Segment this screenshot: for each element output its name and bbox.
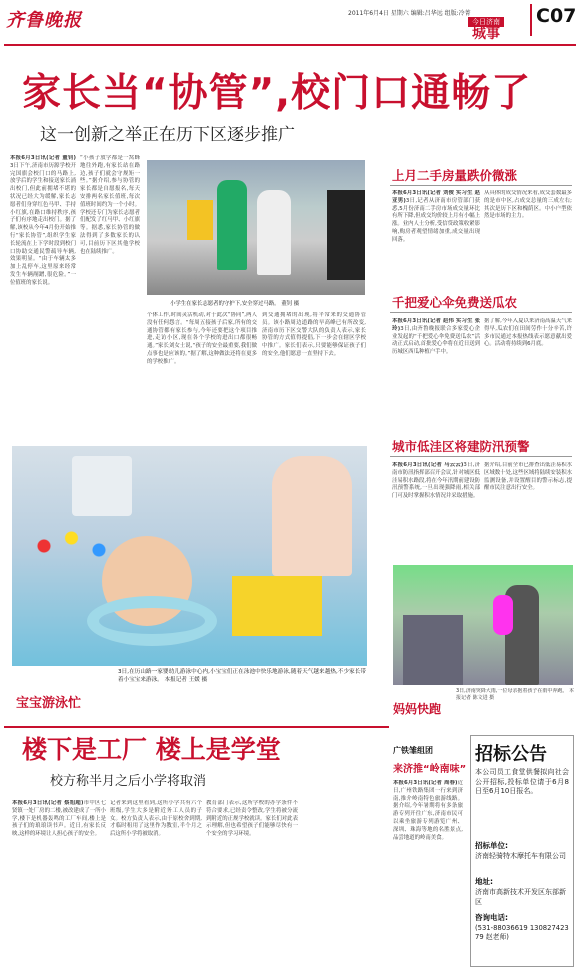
baby-caption: 宝宝游泳忙 bbox=[16, 696, 82, 711]
school-byline: 本报6月3日讯(记者 蔡旭超) bbox=[12, 800, 84, 806]
date-line: 2011年6月4日 星期六 编辑:吕华远 组版:冷菁 bbox=[348, 10, 471, 17]
lead-column-4: 到交通拥堵的出现,将平常来的交通协管员。该小路周边道路的早高峰已有所改变,济南市历下区交警大队的负责人表示,家长协管的方式值得提倡,下一步会在辖区学校中推广。家长们表示,只要能够保证孩子们的安全,他们愿意一直坚持下去。 bbox=[262, 312, 366, 357]
school-column-1 bbox=[12, 800, 106, 965]
school-column-2: 记者来到这里看到,这所小学共有六个班级,学生大多是附近务工人员的子女。校方负责人表示,由于原校舍到期,才临时租用了这里作为教室,半个月之后这所小学将被取消。 bbox=[110, 800, 202, 838]
recruit-body: 本公司员工食堂供餐拟向社会公开招标,投标单位请于6月8日至6月10日报名。 bbox=[475, 768, 569, 795]
lead-photo-caption: 小学生在家长志愿者的守护下,安全穿过马路。 董钊 摄 bbox=[170, 301, 300, 307]
school-col1-text: 市中区七贤镇一处厂房的二楼,被改建成了一所小学,楼下是机器轰鸣的工厂车间,楼上是孩子们的琅琅读书声。近日,有家长反映,这样的环境让人担心孩子的安全。 bbox=[12, 800, 106, 838]
housing-byline: 本报6月3日讯(记者 刘俊 实习生 赵亚男) bbox=[392, 190, 480, 204]
paper-name: 齐鲁晚报 bbox=[6, 10, 82, 31]
lead-subhead: 这一创新之举正在历下区逐步推广 bbox=[40, 125, 295, 145]
recruit-box bbox=[470, 735, 574, 967]
pool-balls bbox=[22, 526, 132, 566]
housing-col1-text: 3日,记者从济南市房管部门获悉,5月份济南二手房市场成交量环比有所下降,但成交均价较上月有小幅上涨。业内人士分析,受信贷政策收紧影响,购房者观望情绪加重,成交量出现回落。 bbox=[392, 197, 480, 243]
housing-column-1 bbox=[392, 190, 480, 280]
flood-column-1 bbox=[392, 462, 480, 562]
crowd-bg bbox=[403, 615, 463, 685]
donate-column-2: 据了解,今年入夏以来济南高温天气来得早,瓜农们在田间劳作十分辛苦,许多市民通过本报热线表示愿意献出爱心。活动将持续到6月底。 bbox=[484, 318, 572, 348]
toy-truck bbox=[232, 576, 322, 636]
flood-col1-text: 3日,济南市防汛指挥部召开会议,针对城区低洼易积水路段,将在今年汛期前建设防汛预警系统,一旦出现强降雨,相关部门可及时掌握积水情况并采取措施。 bbox=[392, 462, 480, 500]
page-number: C07 bbox=[536, 5, 577, 27]
crowd-figure bbox=[217, 180, 247, 270]
donate-byline: 本报6月3日讯(记者 赵伟 实习生 张玲) bbox=[392, 318, 480, 332]
page-number-divider bbox=[530, 4, 532, 36]
adult-figure bbox=[272, 456, 352, 576]
red-flag-shape bbox=[187, 200, 213, 240]
housing-headline: 上月二手房量跌价微涨 bbox=[392, 168, 518, 183]
recruit-address-label: 地址: bbox=[475, 877, 493, 886]
guangtie-label: 广铁雏组团 bbox=[393, 746, 433, 755]
donate-col1-text: 3日,由齐鲁晚报联合多家爱心企业发起的“千把爱心伞免费送瓜农”活动正式启动,首批爱心伞将在近日送到历城区西瓜种植户手中。 bbox=[392, 325, 480, 356]
school-column-3: 教育部门表示,这所学校的办学条件不符合要求,已经责令整改,学生将被分流到附近的正规学校就读。家长们对此表示理解,但也希望孩子们能够尽快有一个安全的学习环境。 bbox=[206, 800, 298, 838]
guangtie-body bbox=[393, 780, 463, 965]
recruit-phone: (531-88036619 13082742379 赵老师) bbox=[475, 924, 569, 941]
mid-rule bbox=[4, 726, 389, 728]
lead-column-1 bbox=[10, 155, 76, 445]
flood-headline: 城市低洼区将建防汛预警 bbox=[392, 439, 530, 454]
section-tag: 今日济南 bbox=[468, 17, 504, 27]
student-figure bbox=[257, 190, 291, 275]
lead-headline: 家长当“协管”,校门口通畅了 bbox=[22, 71, 532, 116]
lead-photo bbox=[147, 160, 365, 295]
recruit-headline: 招标公告 bbox=[475, 744, 547, 765]
recruit-contact-label: 招标单位: bbox=[475, 841, 508, 850]
masthead bbox=[0, 0, 580, 42]
flood-column-2: 据介绍,目前全市已排查出低洼易积水区域数十处,这些区域将陆续安装积水监测设备,并设置醒目的警示标志,提醒市民注意出行安全。 bbox=[484, 462, 572, 492]
baby-photo-caption: 3日,在历山路一家婴幼儿游泳中心内,小宝宝们正在泳池中快乐地游泳,随着天气越来越热,不少家长带着小宝宝来游泳。 本报记者 王媛 摄 bbox=[118, 669, 366, 683]
car-shape bbox=[327, 190, 365, 280]
lead-column-3: 个体工作,时间灵活机动,对于此次“协同”,两人没有任何怨言。“每周五接孩子后家,所有的交通协管都有家长参与,今年还要把这个项目推进,走访小区,现在各个学校的进出口都很畅通。”家长刘女士说,“孩子的安全最重要,我们做点事也是应该的。”据了解,这种做法还将在更多的学校推广。 bbox=[147, 312, 257, 365]
school-headline: 楼下是工厂 楼上是学堂 bbox=[22, 735, 281, 764]
donate-column-1 bbox=[392, 318, 480, 410]
recruit-company: 济南轻骑特木摩托车有限公司 bbox=[475, 852, 566, 860]
section-title: 城事 bbox=[472, 26, 500, 42]
school-subhead: 校方称半月之后小学将取消 bbox=[50, 774, 207, 789]
masthead-rule bbox=[4, 44, 576, 46]
mom-photo-caption: 3日,济南突降大雨,一位母亲抱着孩子在雨中奔跑。 本报记者 陈文进 摄 bbox=[456, 688, 574, 701]
guangtie-body-text: 近日,广州铁路集团一行来到济南,推介岭南特色旅游线路。据介绍,今年暑期将有多条旅游专列开往广东,济南市民可以乘坐旅游专列游览广州、深圳、珠海等地的名胜景点,品尝地道的岭南美食。 bbox=[393, 780, 463, 841]
guangtie-headline: 来济推“岭南味” bbox=[393, 764, 467, 775]
recruit-phone-label: 咨询电话: bbox=[475, 913, 508, 922]
recruit-address: 济南市高新技术开发区东部新区 bbox=[475, 888, 566, 906]
lead-col1-text: 3日下午,济南市历源学校开完国旗会校门口的马路上,放学后的学生和接送家长涌出校门,但此前拥堵不堪的状况已经大为缓解,家长志愿者们身穿红色马甲、手持小红旗,在路口维持秩序,孩子们有序地走出校门。据了解,该校从今年4月份开始推行“家长协管”,组织学生家长轮流在上下学时段到校门口协助交通民警疏导车辆,效果明显。“由于车辆太多加上乱停车,这里原来经常发生车辆剐蹭,很危险。”一位值班的家长说。 bbox=[10, 162, 76, 286]
lead-column-2: “小孩子放学都是一窝蜂地往外跑,有家长站在路边,孩子们就会守规矩一些。”据介绍,参与协管的家长都是自愿报名,每天安排两名家长值班,每次值班时间约为一个小时。学校还专门为家长志愿者们配发了红马甲、小红旗等。据悉,家长协管的做法得到了多数家长的认可,目前历下区其他学校也在陆续推广。 bbox=[80, 155, 140, 255]
baby-pool-photo bbox=[12, 446, 367, 666]
mom-caption: 妈妈快跑 bbox=[393, 702, 442, 716]
guangtie-byline: 本报6月3日讯(记者 周春) bbox=[393, 780, 458, 786]
mom-photo bbox=[393, 565, 573, 685]
housing-rule bbox=[390, 185, 572, 186]
flood-rule bbox=[390, 456, 572, 457]
donate-headline: 千把爱心伞免费送瓜农 bbox=[392, 295, 518, 310]
donate-rule bbox=[390, 312, 572, 313]
housing-column-2: 从具体的成交情况来看,成交套数最多的是市中区,占成交总量的三成左右;其次是历下区和槐荫区。中小户型依然是市场的主力。 bbox=[484, 190, 572, 220]
staff-figure bbox=[72, 456, 132, 516]
flood-byline: 本报6月3日讯(记者 马云云) bbox=[392, 462, 464, 468]
pool-float-ring bbox=[87, 596, 217, 646]
child-figure bbox=[493, 595, 513, 635]
lead-byline: 本报6月3日讯(记者 董钊) bbox=[10, 155, 76, 161]
